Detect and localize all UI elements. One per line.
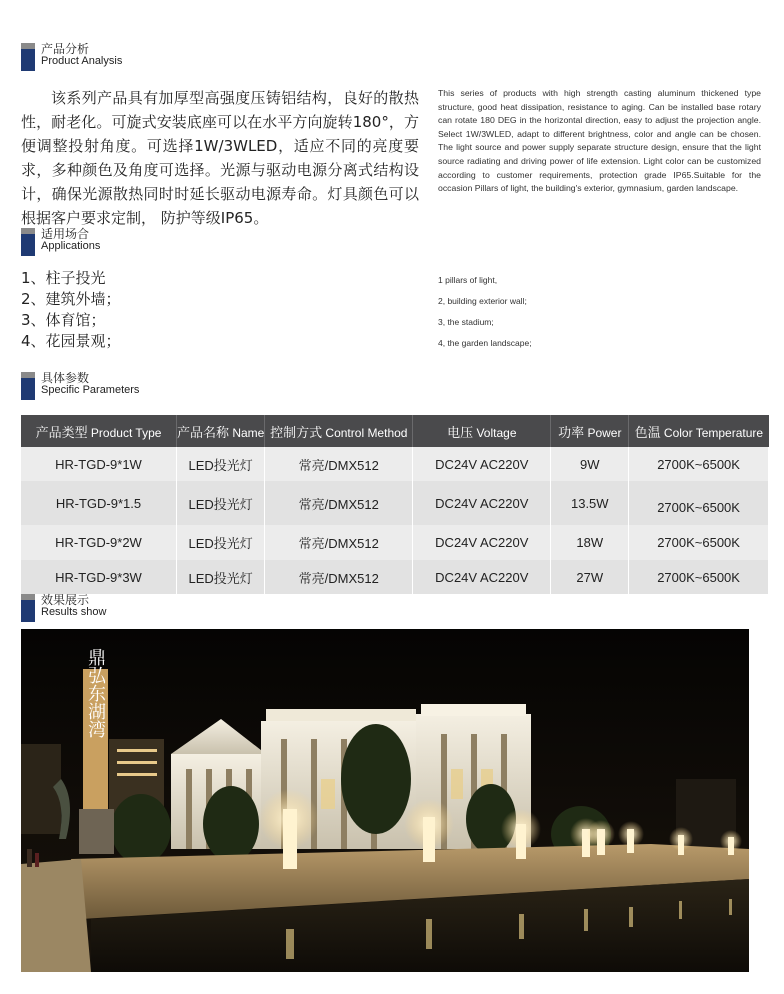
section-title-en: Specific Parameters (41, 384, 140, 396)
night-scene-image (21, 629, 749, 972)
section-title-en: Applications (41, 240, 101, 252)
section-title-cn: 适用场合 (41, 227, 90, 241)
table-cell: DC24V AC220V (413, 560, 551, 594)
section-title-en: Product Analysis (41, 55, 123, 67)
table-cell: LED投光灯 (176, 525, 264, 560)
section-title-cn: 效果展示 (41, 593, 90, 607)
table-row (21, 447, 769, 481)
section-title-en: Results show (41, 606, 107, 618)
table-cell: DC24V AC220V (413, 481, 551, 525)
list-item: 2、建筑外墙； (21, 290, 121, 308)
parameters-table (21, 415, 769, 594)
table-row (21, 560, 769, 594)
table-cell: 13.5W (551, 481, 629, 525)
table-cell: HR-TGD-9*3W (21, 560, 176, 594)
table-cell: LED投光灯 (176, 560, 264, 594)
table-cell: HR-TGD-9*1.5 (21, 481, 176, 525)
analysis-text-cn: 该系列产品具有加厚型高强度压铸铝结构，良好的散热性，耐老化。可旋式安装底座可以在水平方向旋转180°，方便调整投射角度。可选择1W/3WLED，适应不同的亮度要求，多种颜色及角度可选择。光源与驱动电源分离式结构设计，确保光源散热同时时延长驱动电源寿命。灯具颜色可以根据客户要求定制， 防护等级IP65。 (21, 89, 419, 227)
table-cell: 9W (551, 447, 629, 481)
table-cell: HR-TGD-9*1W (21, 447, 176, 481)
list-item: 1 pillars of light, (438, 275, 498, 285)
table-cell: 18W (551, 525, 629, 560)
list-item: 1、柱子投光 (21, 269, 106, 287)
column-header: 色温 Color Temperature (629, 415, 769, 447)
table-cell: 常亮/DMX512 (265, 447, 413, 481)
table-cell: DC24V AC220V (413, 447, 551, 481)
table-header-row (21, 415, 769, 447)
table-cell: 2700K~6500K (629, 481, 769, 525)
applications-list-cn (21, 268, 121, 352)
sign-char: 鼎弘东湖湾 (85, 648, 106, 738)
table-cell: 2700K~6500K (629, 525, 769, 560)
table-cell: 2700K~6500K (629, 447, 769, 481)
column-header: 产品名称 Name (176, 415, 264, 447)
column-header: 产品类型 Product Type (21, 415, 176, 447)
list-item: 4, the garden landscape; (438, 338, 532, 348)
table-cell: 27W (551, 560, 629, 594)
section-marker-icon (21, 43, 35, 71)
column-header: 功率 Power (551, 415, 629, 447)
table-cell: 2700K~6500K (629, 560, 769, 594)
table-cell: 常亮/DMX512 (265, 525, 413, 560)
section-marker-icon (21, 228, 35, 256)
list-item: 3、体育馆； (21, 311, 106, 329)
table-cell: LED投光灯 (176, 447, 264, 481)
table-row (21, 525, 769, 560)
list-item: 4、花园景观； (21, 332, 121, 350)
section-marker-icon (21, 372, 35, 400)
section-title-cn: 具体参数 (41, 371, 90, 385)
column-header: 控制方式 Control Method (265, 415, 413, 447)
table-cell: DC24V AC220V (413, 525, 551, 560)
column-header: 电压 Voltage (413, 415, 551, 447)
list-item: 3, the stadium; (438, 317, 494, 327)
table-cell: 常亮/DMX512 (265, 481, 413, 525)
analysis-text-en: This series of products with high strength casting aluminum thickened type structure, good heat dissipation, resistance to aging. Can be installed base rotary can rotate 180 DEG in the horizontal direction, easy to adjust the projection angle. Select 1W/3WLED, adapt to different brightness, color and angle can be chosen. The light source and power supply separate structure design, ensure that the light source radiating and driving power of life extension. Light color can be customized according to customer requirements, protection grade IP65.Suitable for the occasion Pillars of light, the building's exterior, gymnasium, garden landscape. (438, 88, 761, 194)
table-row (21, 481, 769, 525)
table-cell: 常亮/DMX512 (265, 560, 413, 594)
night-scene-photo (21, 629, 749, 972)
section-title-cn: 产品分析 (41, 42, 90, 56)
table-cell: HR-TGD-9*2W (21, 525, 176, 560)
section-marker-icon (21, 594, 35, 622)
table-cell: LED投光灯 (176, 481, 264, 525)
list-item: 2, building exterior wall; (438, 296, 527, 306)
applications-list-en (438, 270, 532, 354)
